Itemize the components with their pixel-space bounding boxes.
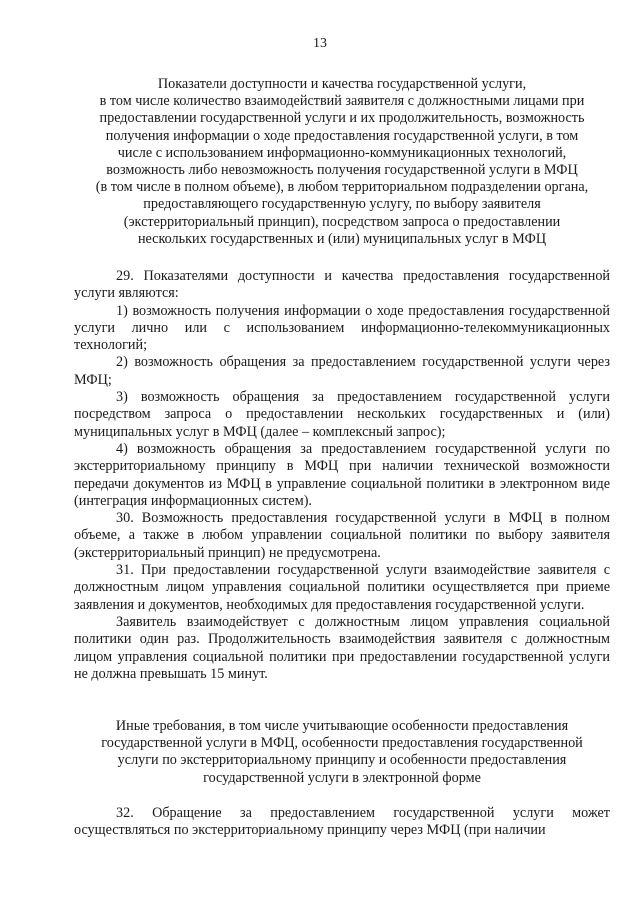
section-heading-accessibility: [72, 76, 612, 248]
heading-line: нескольких государственных и (или) муниципальных услуг в МФЦ: [137, 230, 547, 247]
list-item-1: 1) возможность получения информации о ходе предоставления государственной услуги лично или с использованием информационно-телекоммуникационных технологий;: [74, 302, 610, 354]
section-heading-other-requirements: [72, 718, 612, 787]
paragraph-31-continued: Заявитель взаимодействует с должностным лицом управления социальной политики один раз. Продолжительность взаимодействия заявителя с должностным лицом управления социальной политики при предоставлении государственной услуги не должна превышать 15 минут.: [74, 613, 610, 682]
heading-line: в том числе количество взаимодействий заявителя с должностными лицами при: [99, 93, 585, 110]
list-item-3: 3) возможность обращения за предоставлением государственной услуги посредством запроса о предоставлении нескольких государственных и (или) муниципальных услуг в МФЦ (далее – комплексный запрос);: [74, 389, 610, 440]
body-text-continued: [74, 805, 610, 840]
heading-line: (экстерриториальный принцип), посредством запроса о предоставлении: [123, 213, 561, 230]
heading-line: предоставляющего государственную услугу, по выбору заявителя: [143, 196, 541, 213]
heading-line: (в том числе в полном объеме), в любом территориальном подразделении органа,: [95, 179, 589, 196]
page-number: 13: [313, 36, 327, 51]
heading-line: государственной услуги в МФЦ, особенности предоставления государственной: [101, 735, 583, 752]
heading-line: предоставлении государственной услуги и их продолжительность, возможность: [99, 110, 585, 127]
paragraph-31: 31. При предоставлении государственной услуги взаимодействие заявителя с должностным лицом управления социальной политики осуществляется при приеме заявления и документов, необходимых для предоставления государственной услуги.: [74, 562, 610, 613]
heading-line: услуги по экстерриториальному принципу и особенности предоставления: [117, 752, 567, 769]
heading-line: Показатели доступности и качества государственной услуги,: [157, 76, 527, 92]
heading-line: получения информации о ходе предоставления государственной услуги, в том: [105, 127, 579, 144]
heading-line: Иные требования, в том числе учитывающие особенности предоставления: [115, 718, 569, 734]
list-item-2: 2) возможность обращения за предоставлением государственной услуги через МФЦ;: [74, 354, 610, 388]
paragraph-29: 29. Показателями доступности и качества предоставления государственной услуги являются:: [74, 268, 610, 302]
heading-line: государственной услуги в электронной форме: [203, 769, 481, 786]
heading-line: числе с использованием информационно-коммуникационных технологий,: [117, 144, 567, 161]
body-text: [74, 268, 610, 683]
heading-line: возможность либо невозможность получения государственной услуги в МФЦ: [106, 162, 578, 179]
list-item-4: 4) возможность обращения за предоставлением государственной услуги по экстерриториальному принципу в МФЦ при наличии технической возможности передачи документов из МФЦ в управление социальной политики в электронном виде (интеграция информационных систем).: [74, 440, 610, 509]
paragraph-30: 30. Возможность предоставления государственной услуги в МФЦ в полном объеме, а также в любом управлении социальной политики по выбору заявителя (экстерриториальный принцип) не предусмотрена.: [74, 510, 610, 561]
paragraph-32: 32. Обращение за предоставлением государственной услуги может осуществляться по экстерриториальному принципу через МФЦ (при наличии: [74, 805, 610, 839]
